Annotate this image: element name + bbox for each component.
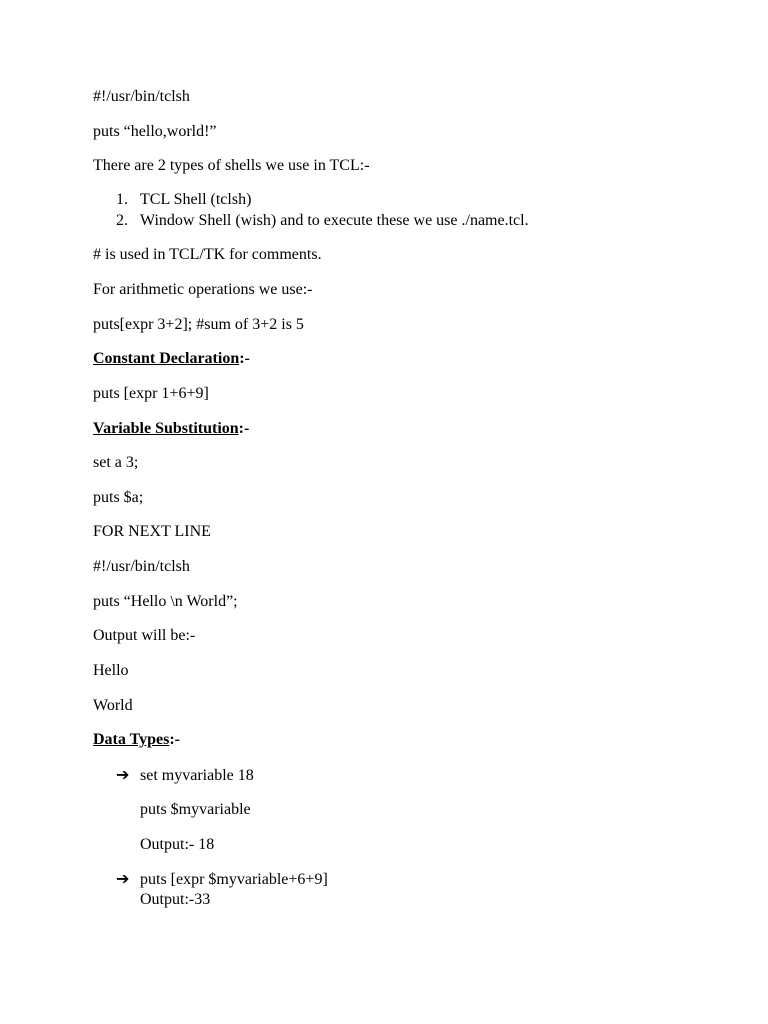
data-types-heading: [93, 730, 180, 750]
next-line-label: FOR NEXT LINE: [93, 523, 211, 540]
set-myvariable-row: [116, 765, 254, 786]
shebang-line: #!/usr/bin/tclsh: [93, 88, 190, 105]
heading-suffix: :-: [238, 420, 250, 437]
arith-intro-line: For arithmetic operations we use:-: [93, 281, 313, 298]
set-a-line: set a 3;: [93, 454, 139, 471]
world-output-line: World: [93, 697, 133, 714]
puts-hello-line: puts “hello,world!”: [93, 123, 217, 140]
puts-hello-world-line: puts “Hello \n World”;: [93, 593, 238, 610]
puts-expr-sum-line: puts[expr 3+2]; #sum of 3+2 is 5: [93, 316, 304, 333]
output-18-line: Output:- 18: [140, 836, 215, 853]
puts-a-line: puts $a;: [93, 489, 144, 506]
right-arrow-icon: ➔: [116, 765, 130, 784]
heading-text: Data Types: [93, 731, 170, 748]
puts-myvariable-line: puts $myvariable: [140, 801, 251, 818]
hello-output-line: Hello: [93, 662, 129, 679]
list-item-tclsh: [116, 190, 251, 210]
list-item-wish: [116, 211, 529, 231]
output-will-be-line: Output will be:-: [93, 627, 196, 644]
comments-line: # is used in TCL/TK for comments.: [93, 246, 322, 263]
right-arrow-icon: ➔: [116, 869, 130, 888]
shebang-line-2: #!/usr/bin/tclsh: [93, 558, 190, 575]
output-33-line: Output:-33: [140, 891, 211, 908]
constant-declaration-heading: [93, 349, 250, 369]
list-text: Window Shell (wish) and to execute these we use ./name.tcl.: [140, 212, 529, 229]
list-text: TCL Shell (tclsh): [140, 191, 252, 208]
list-number: 2.: [116, 212, 128, 229]
heading-text: Constant Declaration: [93, 350, 240, 367]
set-myvariable-text: set myvariable 18: [140, 767, 254, 784]
puts-expr-var-text: puts [expr $myvariable+6+9]: [140, 871, 328, 888]
heading-suffix: :-: [169, 731, 180, 748]
heading-text: Variable Substitution: [93, 420, 239, 437]
heading-suffix: :-: [239, 350, 250, 367]
list-number: 1.: [116, 191, 128, 208]
puts-expr-const-line: puts [expr 1+6+9]: [93, 385, 209, 402]
variable-substitution-heading: [93, 419, 249, 439]
puts-expr-var-row: [116, 869, 328, 890]
shell-types-line: There are 2 types of shells we use in TCL:-: [93, 157, 370, 174]
